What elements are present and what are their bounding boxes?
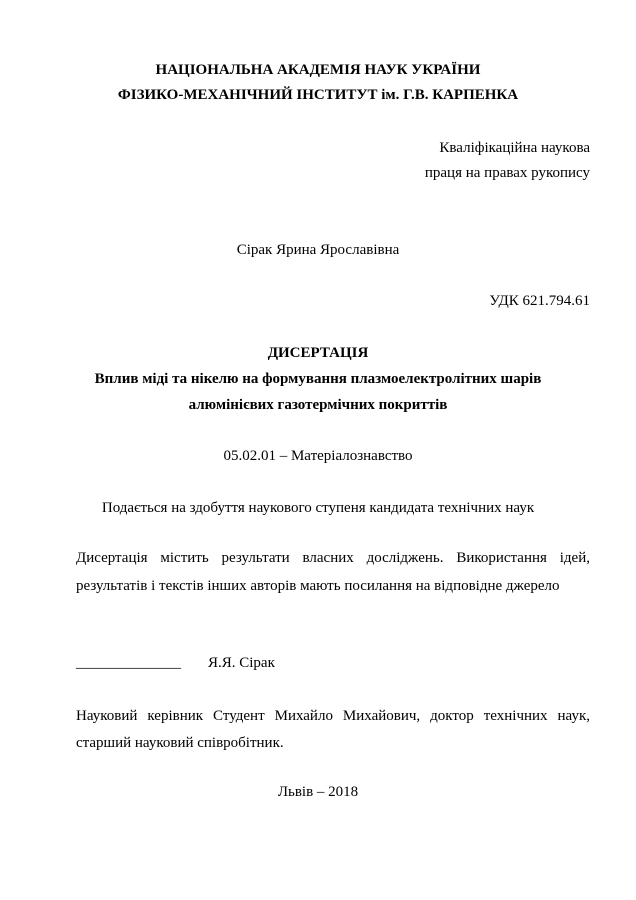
author-name: Сірак Ярина Ярославівна <box>236 242 400 258</box>
institute-heading: ФІЗИКО-МЕХАНІЧНИЙ ІНСТИТУТ ім. Г.В. КАРПЕНКА <box>117 87 519 103</box>
degree-statement: Подається на здобуття наукового ступеня кандидата технічних наук <box>101 500 535 516</box>
supervisor-line-2: старший науковий співробітник. <box>76 735 284 751</box>
place-year: Львів – 2018 <box>277 784 359 800</box>
signature-name: Я.Я. Сірак <box>208 655 275 671</box>
dissertation-label: ДИСЕРТАЦІЯ <box>267 345 369 361</box>
supervisor-line-1: Науковий керівник Студент Михайло Михайович, доктор технічних наук, <box>76 708 590 724</box>
qualification-line-1: Кваліфікаційна наукова <box>439 140 590 156</box>
specialty: 05.02.01 – Матеріалознавство <box>223 448 413 464</box>
udc-code: УДК 621.794.61 <box>489 293 590 309</box>
academy-heading: НАЦІОНАЛЬНА АКАДЕМІЯ НАУК УКРАЇНИ <box>155 62 481 78</box>
qualification-line-2: праця на правах рукопису <box>424 165 590 181</box>
dissertation-title-line-1: Вплив міді та нікелю на формування плазмоелектролітних шарів <box>94 371 542 387</box>
dissertation-title-line-2: алюмінієвих газотермічних покриттів <box>188 397 448 413</box>
signature-blank: ______________ <box>76 655 181 671</box>
originality-statement-line-2: результатів і текстів інших авторів мають посилання на відповідне джерело <box>76 578 560 594</box>
originality-statement-line-1: Дисертація містить результати власних досліджень. Використання ідей, <box>76 550 590 566</box>
